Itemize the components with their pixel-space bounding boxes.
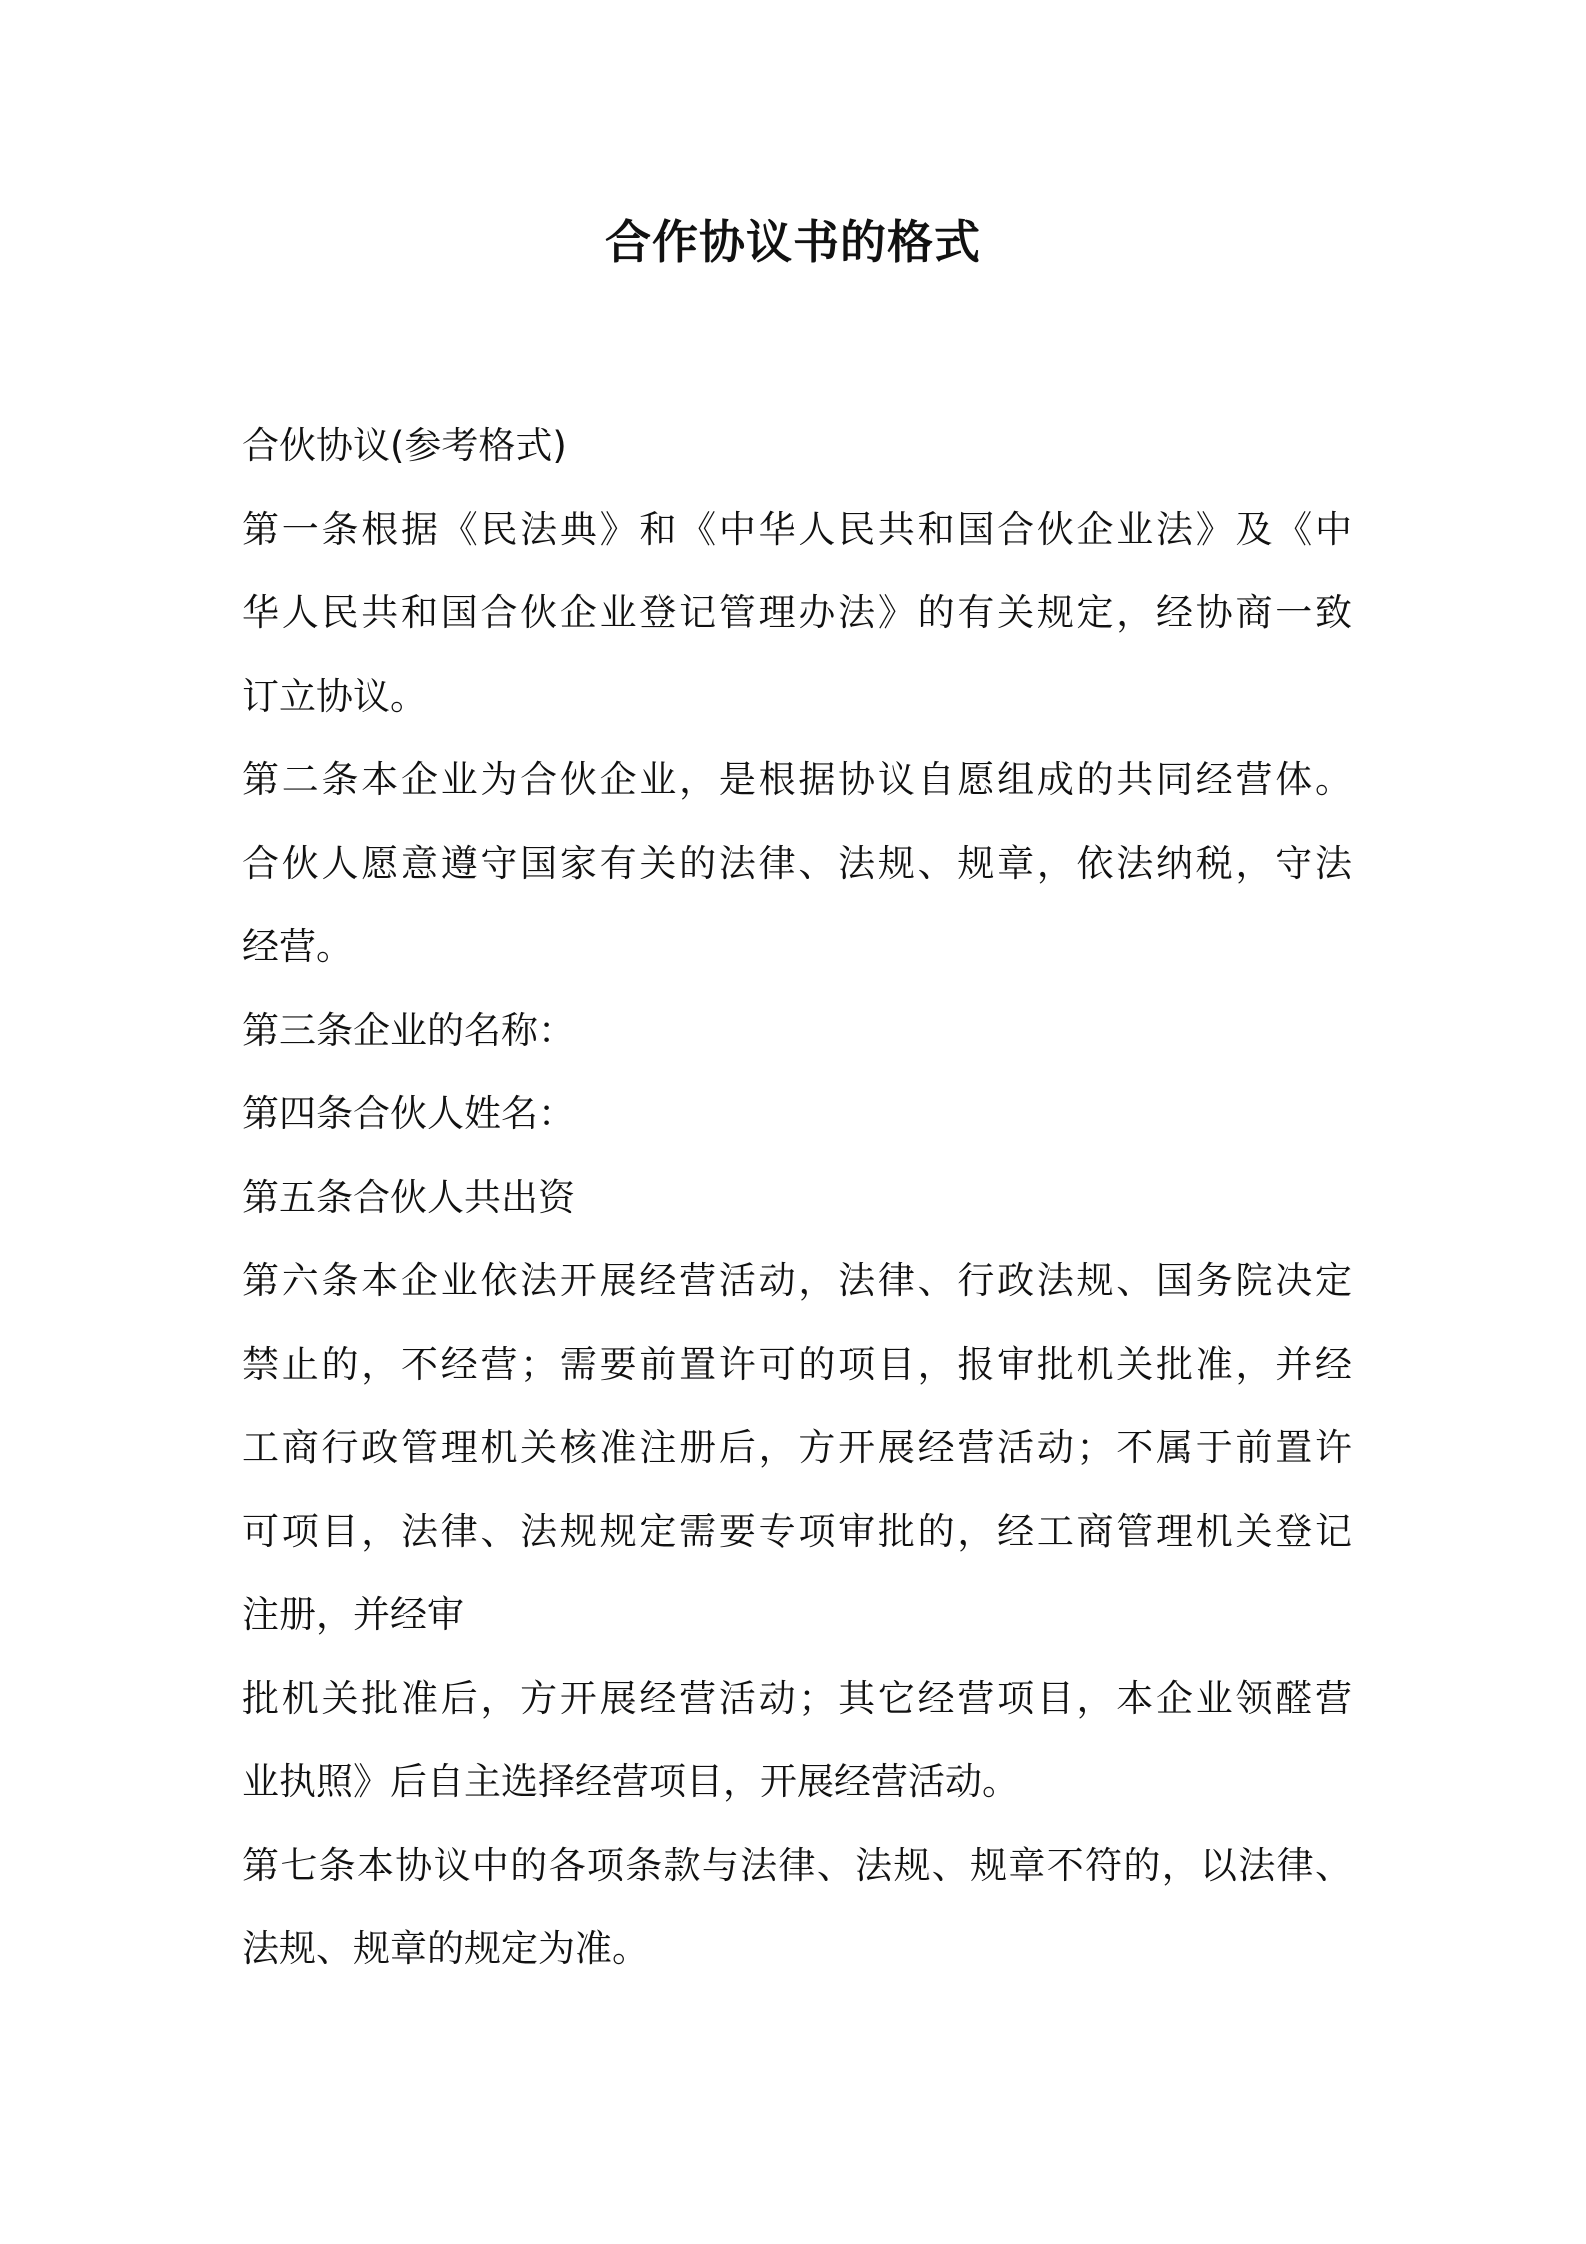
- text-line: 华人民共和国合伙企业登记管理办法》的有关规定，经协商一致: [242, 591, 1352, 634]
- text-line: 注册，并经审: [242, 1593, 464, 1636]
- text-line: 第七条本协议中的各项条款与法律、法规、规章不符的，以法律、: [242, 1843, 1352, 1887]
- text-line: 工商行政管理机关核准注册后，方开展经营活动；不属于前置许: [242, 1426, 1352, 1469]
- text-line: 第三条企业的名称：: [242, 1008, 575, 1052]
- text-line: 可项目，法律、法规规定需要专项审批的，经工商管理机关登记: [242, 1509, 1352, 1553]
- text-line: 第一条根据《民法典》和《中华人民共和国合伙企业法》及《中: [242, 507, 1352, 551]
- text-line: 批机关批准后，方开展经营活动；其它经营项目，本企业领醛营: [242, 1676, 1352, 1720]
- text-line: 第六条本企业依法开展经营活动，法律、行政法规、国务院决定: [242, 1259, 1352, 1302]
- text-line: 订立协议。: [242, 674, 427, 718]
- document-title: 合作协议书的格式: [605, 215, 981, 269]
- text-line: 业执照》后自主选择经营项目，开展经营活动。: [242, 1760, 1019, 1803]
- document-body: [242, 404, 1352, 1991]
- text-line: 经营。: [242, 925, 353, 968]
- text-line: 合伙协议(参考格式): [242, 424, 567, 467]
- text-line: 禁止的，不经营；需要前置许可的项目，报审批机关批准，并经: [242, 1342, 1352, 1386]
- text-line: 合伙人愿意遵守国家有关的法律、法规、规章，依法纳税，守法: [242, 841, 1352, 885]
- text-line: 第五条合伙人共出资: [242, 1175, 575, 1219]
- text-line: 法规、规章的规定为准。: [242, 1927, 649, 1970]
- text-line: 第二条本企业为合伙企业，是根据协议自愿组成的共同经营体。: [242, 758, 1352, 801]
- text-line: 第四条合伙人姓名：: [242, 1092, 575, 1135]
